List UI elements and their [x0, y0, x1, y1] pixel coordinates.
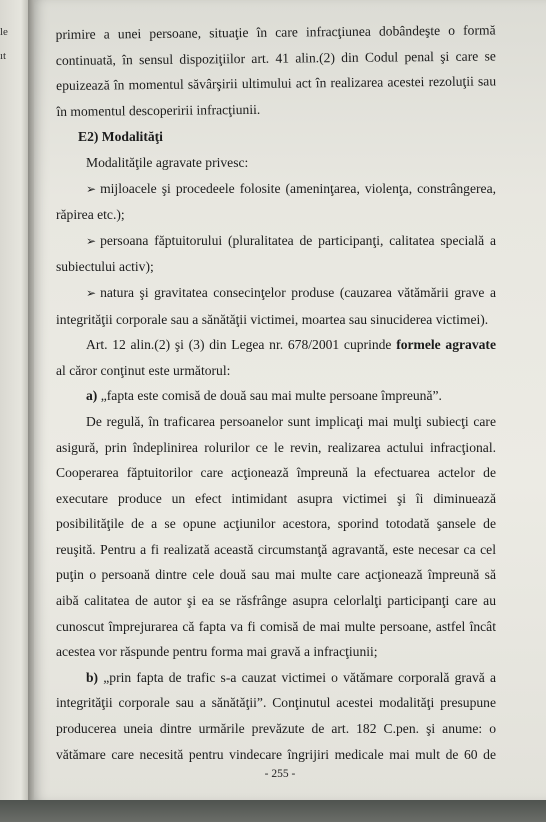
- item-b-label: b): [86, 669, 99, 685]
- art12-line: [56, 332, 496, 358]
- text-line: continuată, în sensul dispoziţiilor art. 41 alin.(2) din Codul penal şi care se: [55, 47, 496, 68]
- arrow-bullet-icon: ➢: [86, 285, 97, 300]
- paragraph-line: acestea vor răspunde pentru forma mai gravă a infracţiunii;: [56, 644, 378, 660]
- paragraph-line: De regulă, în traficarea persoanelor sunt implicaţi mai mulţi subiecţi care: [86, 413, 496, 429]
- arrow-bullet-icon: ➢: [86, 233, 97, 248]
- bullet-item: [56, 176, 496, 203]
- paragraph-line: puţin o persoană dintre cele două sau mai multe care acţionează împreună să: [56, 567, 496, 583]
- art12-rest: al căror conţinut este următorul:: [56, 362, 231, 378]
- bullet-text: persoana făptuitorului (pluralitatea de participanţi, calitatea specială a: [100, 232, 496, 248]
- bullet-item: [56, 280, 496, 307]
- page-number: - 255 -: [264, 768, 296, 780]
- page-content: [56, 22, 496, 767]
- bullet-text: mijloacele şi procedeele folosite (ameninţarea, violenţa, constrângerea,: [100, 180, 496, 196]
- aggravated-intro: Modalităţile agravate privesc:: [86, 154, 249, 170]
- text-line: epuizează în momentul săvârşirii ultimului act în realizarea acestei rezoluţii sau: [56, 73, 497, 94]
- text-line: în momentul descoperirii infracţiunii.: [56, 101, 261, 119]
- adjacent-page: [0, 0, 30, 822]
- background-surface: [0, 800, 546, 822]
- bullet-continuation: subiectului activ);: [56, 259, 154, 275]
- item-b-line: integrităţii corporale sau a sănătăţii”. Conţinutul acestei modalităţi presupune: [56, 695, 496, 711]
- art12-text: Art. 12 alin.(2) şi (3) din Legea nr. 678/2001 cuprinde: [86, 337, 397, 353]
- art12-bold: formele agravate: [396, 337, 496, 353]
- item-b-line: producerea uneia dintre urmările prevăzute de art. 182 C.pen. şi anume: o: [56, 721, 496, 737]
- item-a-text: „fapta este comisă de două sau mai multe persoane împreună”.: [97, 388, 442, 404]
- item-b-text: „prin fapta de trafic s-a cauzat victimei o vătămare corporală gravă a: [98, 669, 496, 685]
- paragraph-line: reuşită. Pentru a fi realizată această circumstanţă agravantă, este necesar ca cel: [56, 541, 496, 557]
- paragraph-line: asigură, prin îndeplinirea rolurilor ce le revin, realizarea actului infracţional.: [56, 439, 496, 455]
- paragraph-line: executare produce un efect intimidant asupra victimei şi îi diminuează: [56, 490, 496, 506]
- paragraph-line: posibilităţile de a se opune acţiunilor acestora, sporind totodată şansele de: [56, 516, 496, 532]
- item-a: [56, 383, 496, 409]
- left-page-fragment: le: [0, 26, 8, 38]
- paragraph-line: Cooperarea făptuitorilor care acţionează împreună la efectuarea actelor de: [56, 465, 496, 481]
- item-b: [56, 665, 496, 691]
- arrow-bullet-icon: ➢: [86, 181, 97, 196]
- item-b-line: vătămare care necesită pentru vindecare îngrijiri medicale mai mult de 60 de: [56, 746, 496, 762]
- text-line: primire a unei persoane, situaţie în care infracţiunea dobândeşte o formă: [55, 22, 496, 43]
- bullet-item: [56, 228, 496, 255]
- paragraph-line: aibă calitatea de autor şi ea se răsfrânge asupra celorlalţi participanţi care au: [56, 593, 496, 609]
- bullet-continuation: integrităţii corporale sau a sănătăţii victimei, moartea sau sinuciderea victimei).: [56, 311, 489, 327]
- paragraph-line: cunoscut împrejurarea că fapta va fi comisă de mai multe persoane, astfel încât: [56, 618, 496, 634]
- item-a-label: a): [86, 388, 98, 404]
- bullet-text: natura şi gravitatea consecinţelor produse (cauzarea vătămării grave a: [100, 284, 496, 300]
- left-page-fragment: ıt: [0, 50, 7, 62]
- section-heading: E2) Modalităţi: [78, 129, 163, 145]
- bullet-continuation: răpirea etc.);: [56, 207, 125, 223]
- intro-block: [55, 17, 496, 124]
